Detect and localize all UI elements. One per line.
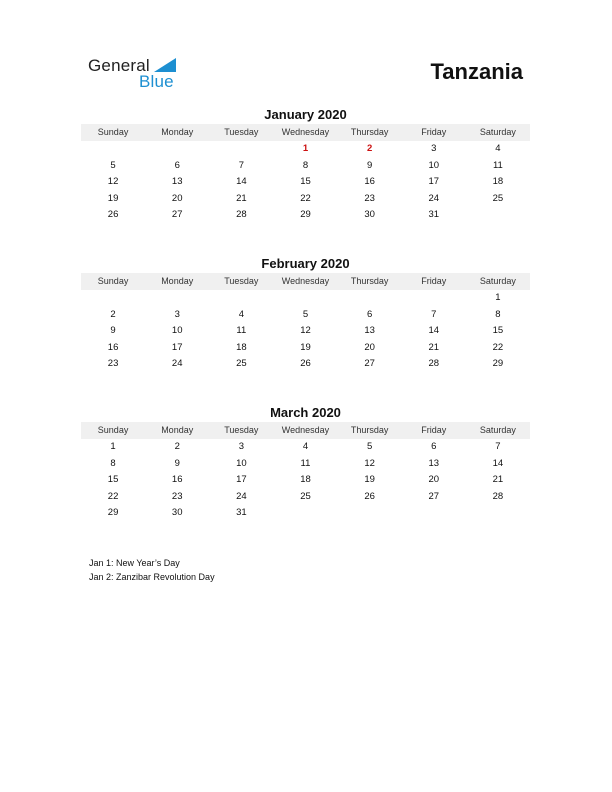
day-cell: 12 — [107, 176, 119, 188]
week-row — [81, 207, 530, 224]
day-cell: 10 — [171, 325, 183, 337]
day-cell: 26 — [300, 358, 311, 370]
day-cell: 5 — [366, 441, 373, 452]
day-cell: 18 — [300, 474, 311, 486]
weekday-label: Saturday — [479, 127, 516, 137]
day-cell: 15 — [300, 176, 311, 188]
week-row — [81, 141, 530, 158]
day-cell: 17 — [428, 176, 440, 188]
day-cell: 29 — [300, 209, 311, 221]
day-cell: 11 — [492, 159, 503, 171]
day-cell: 25 — [236, 358, 247, 370]
empty-day-cell — [338, 505, 402, 522]
day-cell: 27 — [171, 209, 183, 221]
day-cell: 19 — [300, 341, 311, 353]
day-cell: 26 — [364, 490, 375, 502]
weekday-label: Tuesday — [224, 127, 259, 137]
day-cell: 22 — [492, 341, 504, 353]
day-cell: 19 — [364, 474, 375, 486]
day-cell: 29 — [492, 358, 504, 370]
month-calendar — [81, 405, 530, 522]
week-row — [81, 472, 530, 489]
day-cell: 9 — [174, 457, 180, 469]
day-cell: 22 — [107, 490, 119, 502]
day-cell: 23 — [364, 192, 375, 204]
day-cell: 24 — [428, 192, 440, 204]
day-cell: 18 — [236, 341, 247, 353]
holiday-note: Jan 2: Zanzibar Revolution Day — [89, 572, 215, 582]
day-cell: 1 — [110, 441, 116, 452]
day-cell: 1 — [495, 292, 501, 303]
week-row — [81, 456, 530, 473]
month-calendar — [81, 256, 530, 373]
weekday-label: Saturday — [479, 276, 516, 286]
week-row — [81, 174, 530, 191]
empty-day-cell — [145, 290, 209, 307]
day-cell: 4 — [495, 143, 501, 154]
week-row — [81, 489, 530, 506]
weekday-label: Saturday — [479, 425, 516, 435]
day-cell: 23 — [107, 358, 119, 370]
day-cell: 11 — [236, 325, 247, 337]
empty-day-cell — [338, 290, 402, 307]
empty-day-cell — [145, 141, 209, 158]
weekday-label: Monday — [161, 425, 194, 435]
day-cell: 13 — [364, 325, 375, 337]
weekday-label: Friday — [421, 425, 447, 435]
day-cell: 16 — [107, 341, 119, 353]
day-cell: 29 — [107, 507, 119, 519]
holiday-notes — [89, 556, 215, 584]
day-cell: 3 — [238, 441, 244, 452]
day-cell: 9 — [366, 159, 373, 171]
logo-triangle-icon — [154, 58, 176, 72]
day-cell: 8 — [495, 308, 501, 320]
empty-day-cell — [402, 290, 466, 307]
country-title: Tanzania — [430, 59, 523, 84]
month-title: February 2020 — [261, 256, 350, 271]
weekday-label: Monday — [161, 276, 194, 286]
day-cell: 12 — [364, 457, 375, 469]
day-cell: 2 — [366, 143, 373, 154]
weekday-label: Wednesday — [281, 127, 330, 137]
day-cell: 16 — [364, 176, 375, 188]
day-cell: 2 — [110, 308, 116, 320]
day-cell: 14 — [428, 325, 440, 337]
day-cell: 7 — [238, 159, 244, 171]
day-cell: 21 — [236, 192, 247, 204]
day-cell: 7 — [495, 441, 501, 452]
weekday-label: Thursday — [350, 425, 389, 435]
month-title: January 2020 — [264, 107, 347, 122]
day-cell: 14 — [492, 457, 504, 469]
week-row — [81, 191, 530, 208]
day-cell: 27 — [428, 490, 440, 502]
week-row — [81, 505, 530, 522]
day-cell: 15 — [107, 474, 119, 486]
day-cell: 16 — [171, 474, 183, 486]
weekday-label: Friday — [421, 127, 447, 137]
day-cell: 31 — [428, 209, 440, 221]
week-row — [81, 323, 530, 340]
day-cell: 3 — [174, 308, 180, 320]
day-cell: 10 — [428, 159, 440, 171]
day-cell: 30 — [364, 209, 375, 221]
day-cell: 27 — [364, 358, 375, 370]
day-cell: 19 — [107, 192, 119, 204]
day-cell: 1 — [302, 143, 309, 154]
month-title: March 2020 — [270, 405, 341, 420]
weekday-label: Thursday — [350, 276, 389, 286]
week-row — [81, 340, 530, 357]
weekday-label: Sunday — [97, 127, 129, 137]
weekday-label: Tuesday — [224, 276, 259, 286]
day-cell: 24 — [171, 358, 183, 370]
day-cell: 7 — [431, 308, 437, 320]
day-cell: 6 — [366, 308, 373, 320]
day-cell: 25 — [300, 490, 311, 502]
day-cell: 30 — [171, 507, 183, 519]
weekday-label: Thursday — [350, 127, 389, 137]
logo-blue-text: Blue — [139, 72, 174, 91]
day-cell: 25 — [492, 192, 504, 204]
holiday-note: Jan 1: New Year’s Day — [89, 558, 180, 568]
day-cell: 28 — [428, 358, 440, 370]
empty-day-cell — [402, 505, 466, 522]
week-row — [81, 290, 530, 307]
weekday-label: Wednesday — [281, 276, 330, 286]
day-cell: 10 — [236, 457, 247, 469]
day-cell: 6 — [431, 441, 437, 452]
day-cell: 5 — [302, 308, 309, 320]
day-cell: 21 — [428, 341, 440, 353]
week-row — [81, 356, 530, 373]
day-cell: 17 — [236, 474, 247, 486]
weekday-label: Friday — [421, 276, 447, 286]
day-cell: 14 — [236, 176, 247, 188]
day-cell: 31 — [236, 507, 247, 519]
day-cell: 20 — [364, 341, 375, 353]
week-row — [81, 158, 530, 175]
day-cell: 28 — [236, 209, 247, 221]
day-cell: 21 — [492, 474, 504, 486]
day-cell: 2 — [174, 441, 180, 452]
day-cell: 18 — [492, 176, 504, 188]
empty-day-cell — [466, 505, 530, 522]
weekday-label: Sunday — [97, 425, 129, 435]
day-cell: 28 — [492, 490, 504, 502]
day-cell: 4 — [238, 308, 244, 320]
day-cell: 13 — [428, 457, 440, 469]
day-cell: 24 — [236, 490, 247, 502]
empty-day-cell — [81, 141, 145, 158]
day-cell: 20 — [428, 474, 440, 486]
day-cell: 23 — [171, 490, 183, 502]
day-cell: 15 — [492, 325, 504, 337]
empty-day-cell — [273, 505, 337, 522]
day-cell: 11 — [300, 457, 311, 469]
day-cell: 3 — [431, 143, 437, 154]
day-cell: 8 — [302, 159, 309, 171]
day-cell: 4 — [302, 441, 309, 452]
day-cell: 20 — [171, 192, 183, 204]
empty-day-cell — [209, 290, 273, 307]
weekday-header-row — [81, 273, 530, 290]
logo-general-text: General — [88, 56, 150, 75]
day-cell: 12 — [300, 325, 311, 337]
generalblue-logo — [88, 56, 188, 92]
week-row — [81, 307, 530, 324]
day-cell: 26 — [107, 209, 119, 221]
weekday-label: Sunday — [97, 276, 129, 286]
weekday-label: Monday — [161, 127, 194, 137]
day-cell: 9 — [110, 325, 116, 337]
empty-day-cell — [209, 141, 273, 158]
weekday-header-row — [81, 124, 530, 141]
week-row — [81, 439, 530, 456]
day-cell: 5 — [110, 159, 116, 171]
empty-day-cell — [273, 290, 337, 307]
weekday-label: Wednesday — [281, 425, 330, 435]
day-cell: 8 — [110, 457, 116, 469]
day-cell: 6 — [174, 159, 180, 171]
day-cell: 22 — [300, 192, 311, 204]
day-cell: 13 — [171, 176, 183, 188]
weekday-label: Tuesday — [224, 425, 259, 435]
empty-day-cell — [466, 207, 530, 224]
month-calendar — [81, 107, 530, 224]
empty-day-cell — [81, 290, 145, 307]
day-cell: 17 — [171, 341, 183, 353]
weekday-header-row — [81, 422, 530, 439]
